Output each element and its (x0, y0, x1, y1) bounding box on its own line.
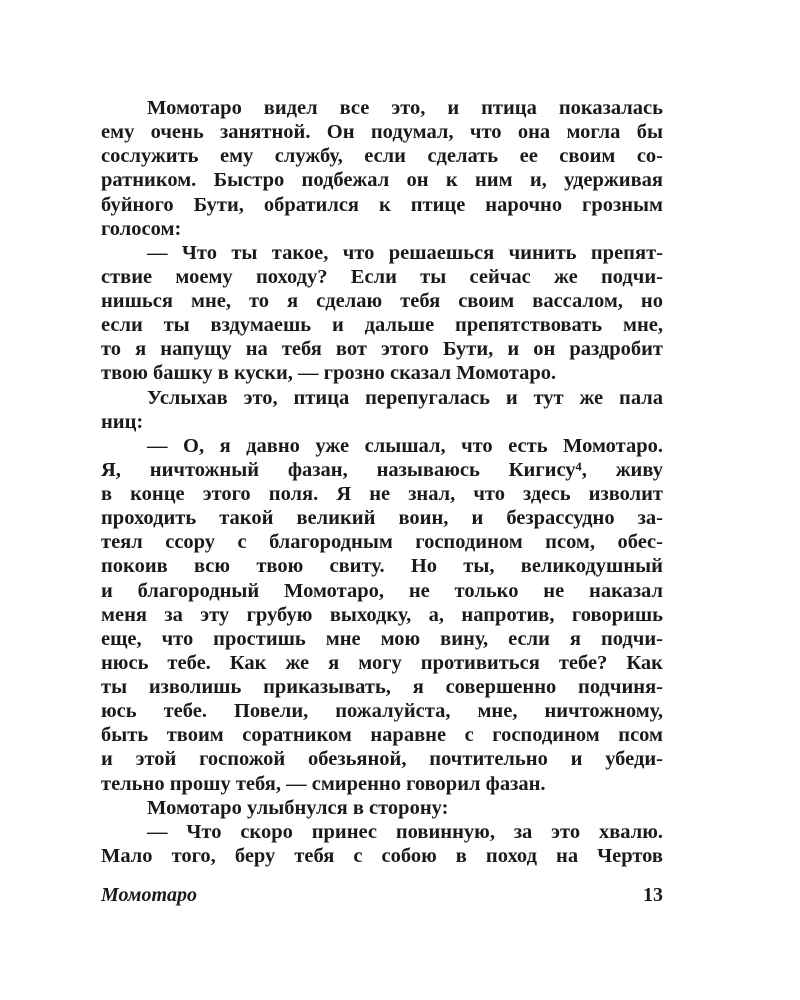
text-line: нюсь тебе. Как же я могу противиться тебе? Как (101, 651, 663, 674)
text-line: проходить такой великий воин, и безрассудно за- (101, 507, 663, 530)
text-line: еще, что простишь мне мою вину, если я подчи- (101, 627, 663, 650)
text-line: ты изволишь приказывать, я совершенно подчиня- (101, 676, 663, 698)
text-line: — О, я давно уже слышал, что есть Момотаро. (147, 434, 663, 457)
text-line: — Что скоро принес повинную, за это хвалю. (147, 820, 663, 843)
page-footer (101, 884, 663, 907)
page-body-text (101, 96, 663, 868)
text-line: то я напущу на тебя вот этого Бути, и он раздробит (101, 338, 663, 361)
page-number: 13 (643, 884, 663, 906)
text-line: ратником. Быстро подбежал он к ним и, удерживая (101, 169, 663, 192)
text-line: сослужить ему службу, если сделать ее своим со- (101, 145, 663, 168)
text-line: быть твоим соратником наравне с господином псом (101, 724, 663, 747)
text-line: Услыхав это, птица перепугалась и тут же пала (147, 386, 663, 409)
text-line: нишься мне, то я сделаю тебя своим вассалом, но (101, 290, 663, 312)
text-line: тельно прошу тебя, — смиренно говорил фазан. (101, 772, 546, 795)
text-line: Мало того, беру тебя с собою в поход на Чертов (101, 844, 663, 867)
text-line: Я, ничтожный фазан, называюсь Кигису⁴, живу (101, 458, 663, 481)
text-line: и этой госпожой обезьяной, почтительно и убеди- (101, 748, 663, 771)
text-line: юсь тебе. Повели, пожалуйста, мне, ничтожному, (101, 700, 663, 723)
text-line: в конце этого поля. Я не знал, что здесь изволит (101, 483, 663, 505)
text-line: голосом: (101, 217, 182, 240)
text-line: ниц: (101, 410, 144, 433)
text-line: — Что ты такое, что решаешься чинить препят- (147, 241, 663, 264)
text-line: твою башку в куски, — грозно сказал Момотаро. (101, 362, 557, 385)
text-line: буйного Бути, обратился к птице нарочно грозным (101, 193, 663, 216)
text-line: меня за эту грубую выходку, а, напротив, говоришь (101, 603, 663, 626)
text-line: ствие моему походу? Если ты сейчас же подчи- (101, 265, 663, 288)
text-line: Момотаро видел все это, и птица показалась (147, 97, 663, 119)
running-title: Момотаро (101, 884, 197, 906)
text-line: покоив всю твою свиту. Но ты, великодушный (101, 555, 663, 578)
text-line: Момотаро улыбнулся в сторону: (147, 796, 449, 819)
text-line: ему очень занятной. Он подумал, что она могла бы (101, 121, 663, 144)
text-line: и благородный Момотаро, не только не наказал (101, 579, 663, 602)
text-line: теял ссору с благородным господином псом, обес- (101, 531, 663, 554)
text-line: если ты вздумаешь и дальше препятствовать мне, (101, 314, 663, 337)
